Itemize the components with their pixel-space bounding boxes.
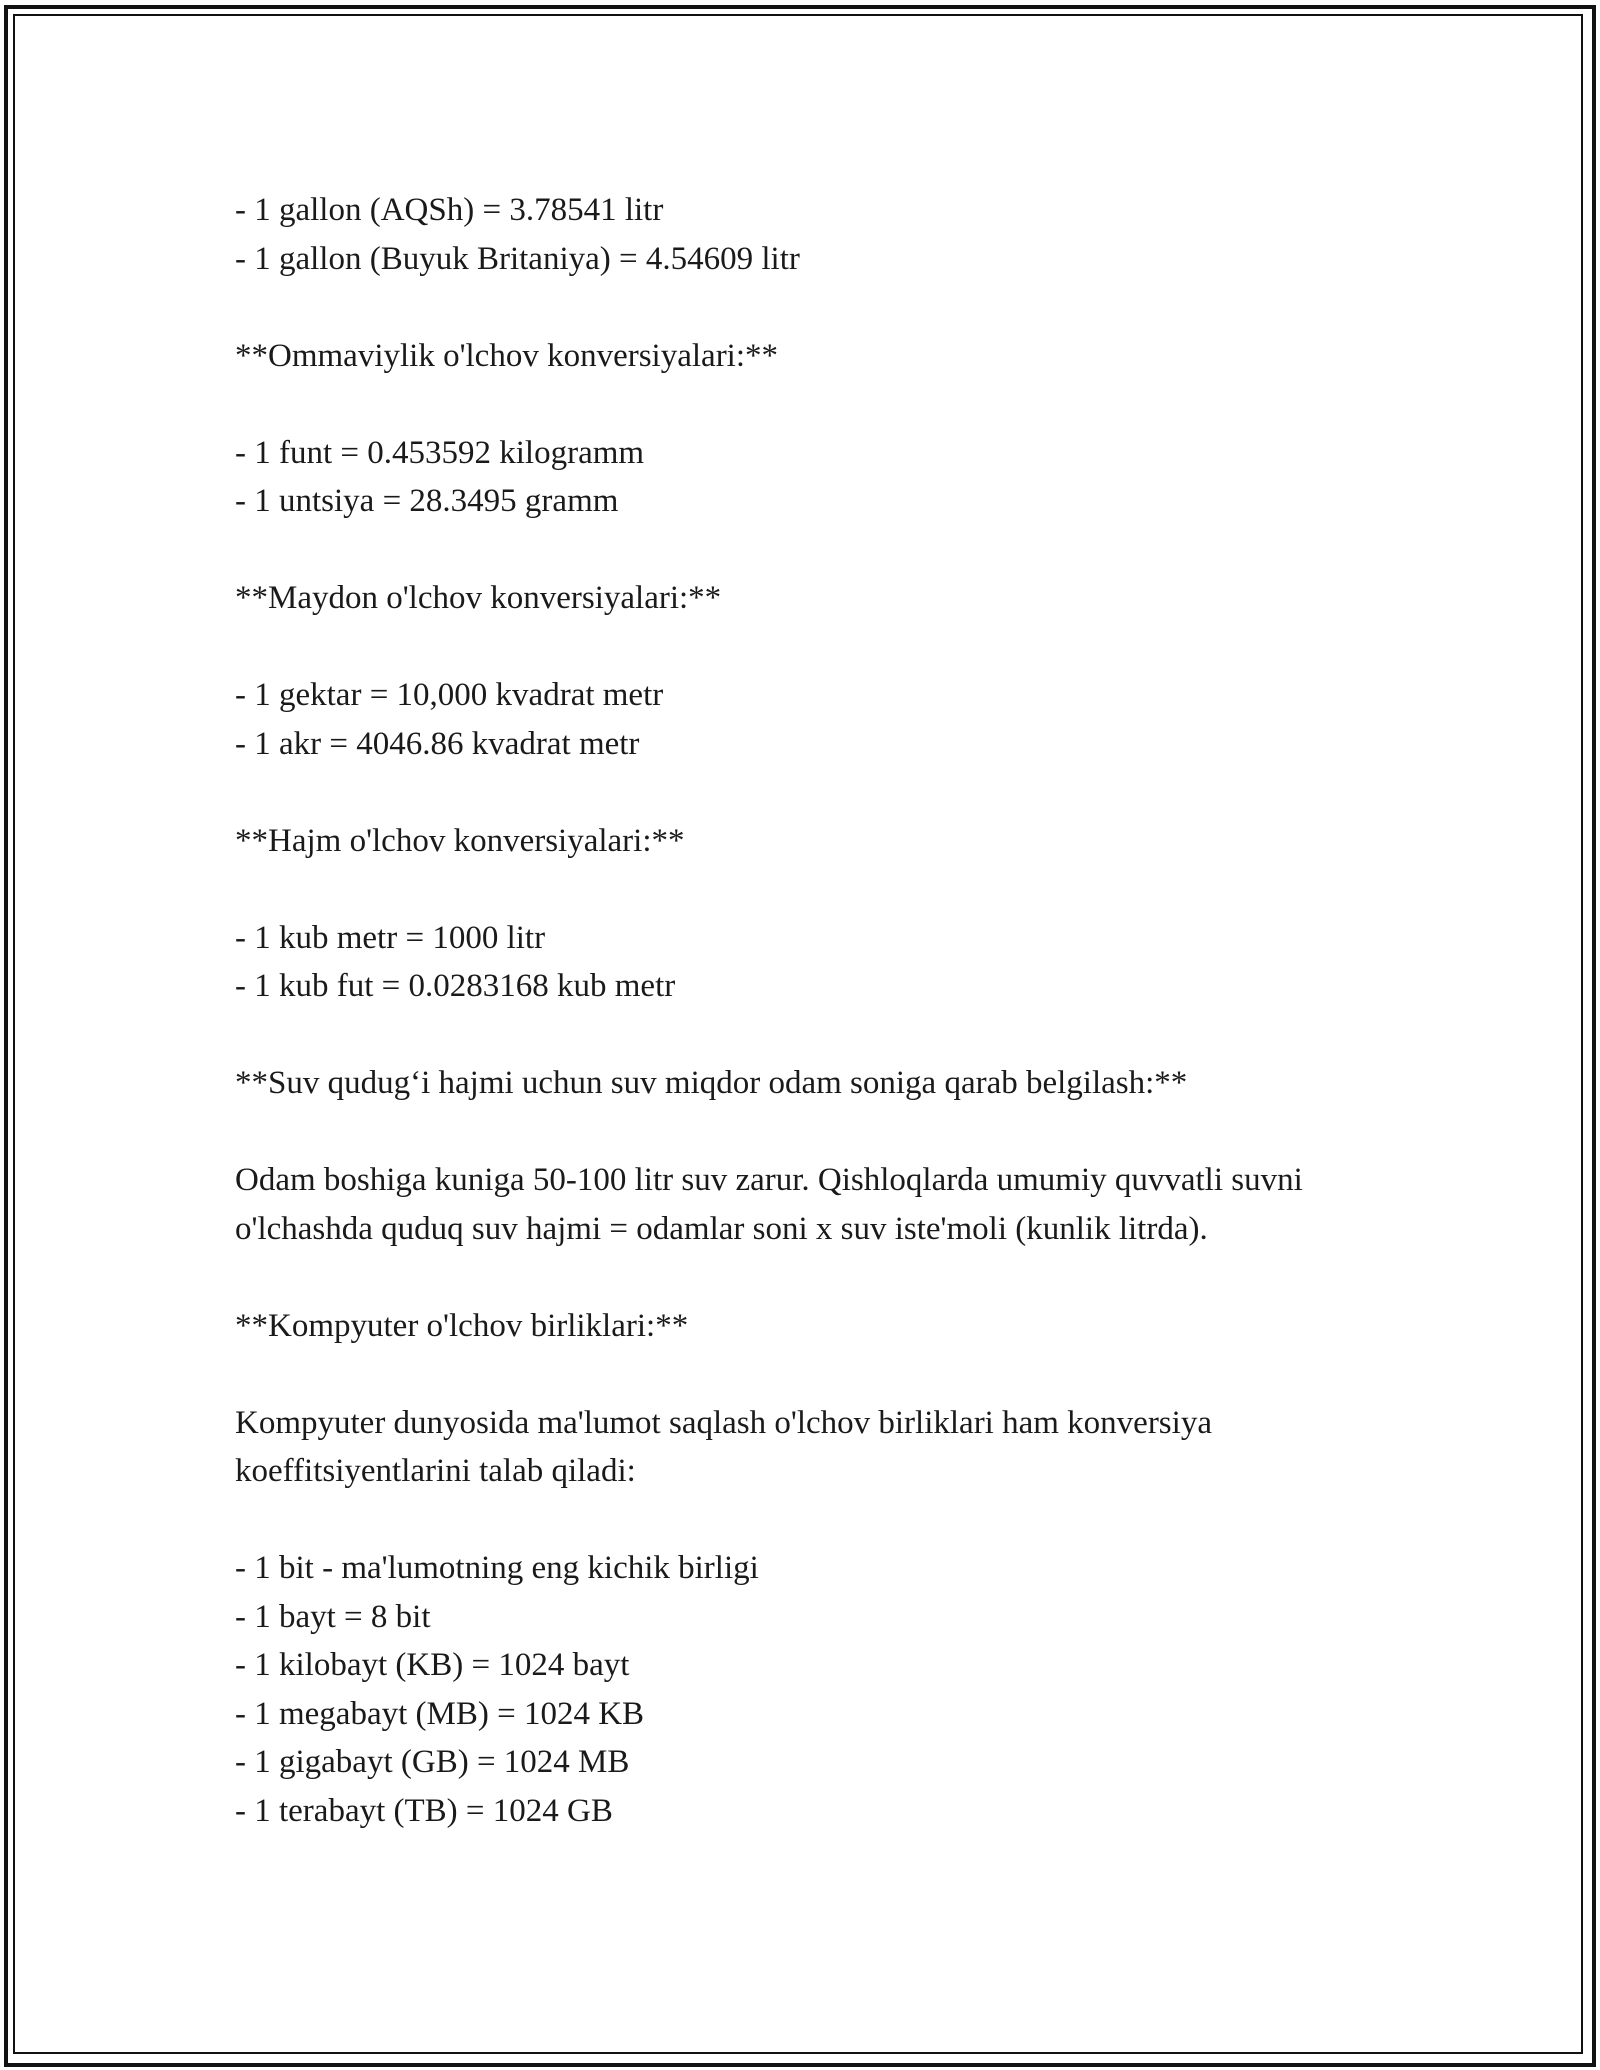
- spacer: [235, 380, 1395, 429]
- area-acre-line: - 1 akr = 4046.86 kvadrat metr: [235, 725, 640, 762]
- mass-ounce-line: - 1 untsiya = 28.3495 gramm: [235, 483, 619, 519]
- volume-cubic-foot-line: - 1 kub fut = 0.0283168 kub metr: [235, 968, 676, 1004]
- spacer: [235, 283, 1395, 332]
- document-body: [235, 186, 1395, 1835]
- volume-cubic-meter-line: - 1 kub metr = 1000 litr: [235, 919, 546, 956]
- well-paragraph: Odam boshiga kuniga 50-100 litr suv zarur. Qishloqlarda umumiy quvvatli suvni o'lchashda quduq suv hajmi = odamlar soni x suv iste'moli (kunlik litrda).: [235, 1162, 1303, 1247]
- spacer: [235, 1011, 1395, 1060]
- computer-gigabyte-line: - 1 gigabayt (GB) = 1024 MB: [235, 1744, 630, 1780]
- mass-pound-line: - 1 funt = 0.453592 kilogramm: [235, 434, 645, 471]
- area-hectare-line: - 1 gektar = 10,000 kvadrat metr: [235, 677, 664, 713]
- spacer: [235, 768, 1395, 817]
- spacer: [235, 526, 1395, 575]
- computer-byte-line: - 1 bayt = 8 bit: [235, 1598, 431, 1635]
- computer-paragraph: Kompyuter dunyosida ma'lumot saqlash o'lchov birliklari ham konversiya koeffitsiyentlarini talab qiladi:: [235, 1404, 1212, 1489]
- gallon-uk-line: - 1 gallon (Buyuk Britaniya) = 4.54609 litr: [235, 240, 800, 277]
- gallon-us-line: - 1 gallon (AQSh) = 3.78541 litr: [235, 192, 664, 228]
- computer-megabyte-line: - 1 megabayt (MB) = 1024 KB: [235, 1695, 645, 1732]
- spacer: [235, 865, 1395, 914]
- spacer: [235, 1350, 1395, 1399]
- spacer: [235, 1108, 1395, 1157]
- mass-heading: **Ommaviylik o'lchov konversiyalari:**: [235, 337, 779, 374]
- computer-bit-line: - 1 bit - ma'lumotning eng kichik birligi: [235, 1550, 759, 1586]
- spacer: [235, 1496, 1395, 1545]
- computer-terabyte-line: - 1 terabayt (TB) = 1024 GB: [235, 1792, 613, 1829]
- area-heading: **Maydon o'lchov konversiyalari:**: [235, 580, 722, 616]
- spacer: [235, 1253, 1395, 1302]
- volume-heading: **Hajm o'lchov konversiyalari:**: [235, 822, 685, 859]
- spacer: [235, 623, 1395, 672]
- computer-heading: **Kompyuter o'lchov birliklari:**: [235, 1307, 689, 1344]
- well-heading: **Suv qudug‘i hajmi uchun suv miqdor odam soniga qarab belgilash:**: [235, 1065, 1188, 1101]
- computer-kilobyte-line: - 1 kilobayt (KB) = 1024 bayt: [235, 1647, 630, 1683]
